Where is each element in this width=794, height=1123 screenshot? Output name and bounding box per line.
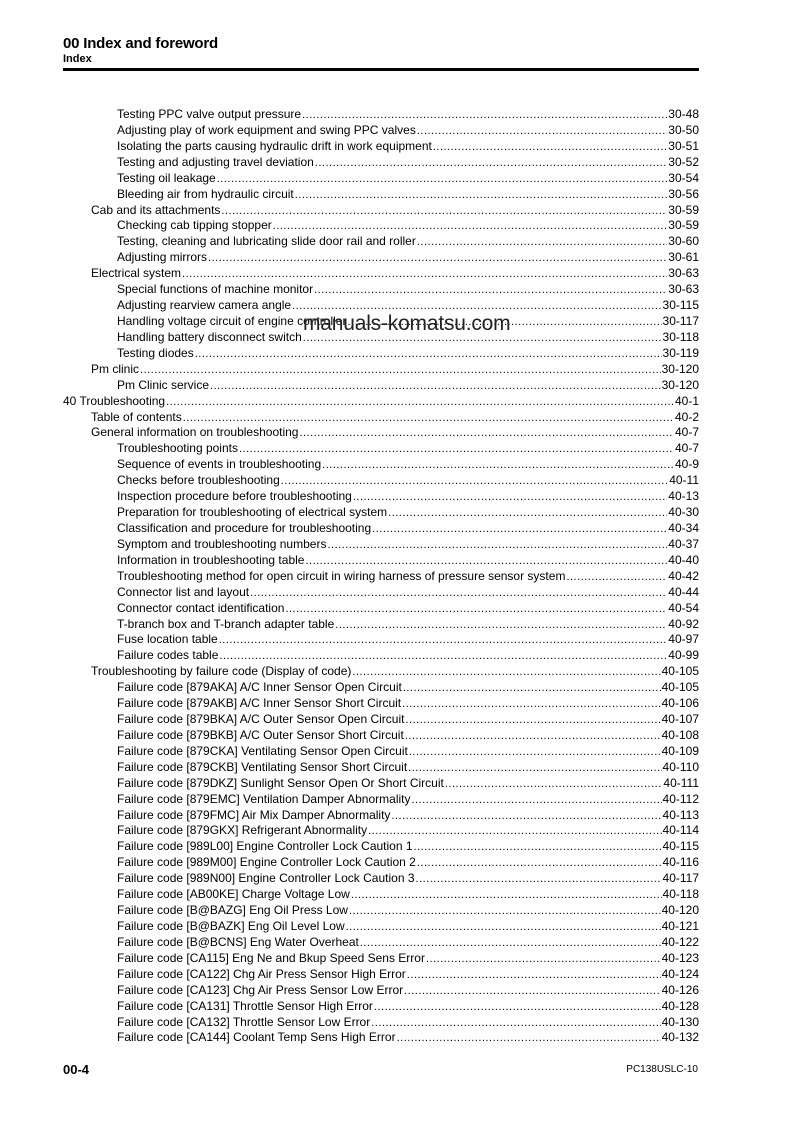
toc-entry-title: Failure code [CA115] Eng Ne and Bkup Speed Sens Error <box>117 950 425 965</box>
dot-leader <box>335 618 667 634</box>
dot-leader <box>217 172 668 188</box>
dot-leader <box>273 219 668 235</box>
toc-entry[interactable] <box>63 648 699 664</box>
toc-entry-title: Testing PPC valve output pressure <box>117 107 302 121</box>
toc-entry-page: 40-11 <box>669 473 699 488</box>
toc-entry-title: Table of contents <box>91 409 182 424</box>
toc-entry[interactable] <box>63 632 699 648</box>
toc-entry[interactable] <box>63 601 699 617</box>
toc-entry-title: Special functions of machine monitor <box>117 282 314 297</box>
dot-leader <box>416 872 662 888</box>
dot-leader <box>349 904 661 920</box>
dot-leader <box>305 554 667 570</box>
toc-entry[interactable] <box>63 792 699 808</box>
toc-entry-title: Connector contact identification <box>117 600 285 615</box>
toc-entry-title: Classification and procedure for troubleshooting <box>117 520 372 535</box>
toc-entry-title: Preparation for troubleshooting of electrical system <box>117 505 388 520</box>
dot-leader <box>183 411 674 427</box>
toc-entry-title: Adjusting play of work equipment and swing PPC valves <box>117 122 416 137</box>
dot-leader <box>285 602 667 618</box>
toc-entry-page: 40-92 <box>668 616 699 631</box>
toc-entry[interactable] <box>63 951 699 967</box>
toc-entry-title: Checks before troubleshooting <box>117 473 280 488</box>
toc-entry-title: Isolating the parts causing hydraulic drift in work equipment <box>117 138 432 153</box>
toc-entry-page: 30-51 <box>668 138 699 153</box>
toc-entry-title: Adjusting rearview camera angle <box>117 298 292 313</box>
toc-entry[interactable] <box>63 744 699 760</box>
toc-entry-title: Inspection procedure before troubleshooting <box>117 489 352 504</box>
dot-leader <box>371 1016 660 1032</box>
toc-entry-title: Sequence of events in troubleshooting <box>117 457 322 472</box>
toc-entry-title: Failure code [879AKA] A/C Inner Sensor Open Circuit <box>117 680 402 695</box>
toc-entry[interactable] <box>63 250 699 266</box>
toc-entry-page: 30-63 <box>668 266 699 281</box>
toc-entry-page: 40-107 <box>661 712 699 727</box>
toc-entry-page: 40-105 <box>661 664 699 679</box>
dot-leader <box>250 586 667 602</box>
toc-entry-page: 30-120 <box>661 361 699 376</box>
toc-entry-page: 40-126 <box>661 982 699 997</box>
dot-leader <box>391 809 661 825</box>
dot-leader <box>388 506 667 522</box>
toc-entry-page: 30-59 <box>668 218 699 233</box>
toc-entry[interactable] <box>63 218 699 234</box>
toc-entry-title: Troubleshooting method for open circuit in wiring harness of pressure sensor system <box>117 568 566 583</box>
toc-entry-page: 30-56 <box>668 186 699 201</box>
dot-leader <box>360 936 661 952</box>
toc-entry[interactable] <box>63 123 699 139</box>
dot-leader <box>327 538 667 554</box>
dot-leader <box>315 156 668 172</box>
dot-leader <box>299 426 674 442</box>
toc-entry-page: 40-2 <box>674 409 699 424</box>
toc-entry-page: 40-105 <box>661 680 699 695</box>
toc-entry-title: Failure code [CA122] Chg Air Press Sensor High Error <box>117 966 406 981</box>
toc-entry-page: 30-63 <box>668 282 699 297</box>
toc-entry[interactable] <box>63 999 699 1015</box>
toc-entry-title: Failure codes table <box>117 648 219 663</box>
dot-leader <box>409 745 661 761</box>
toc-entry[interactable] <box>63 378 699 394</box>
toc-entry-page: 40-113 <box>662 807 699 822</box>
toc-entry[interactable] <box>63 521 699 537</box>
toc-entry-page: 40-54 <box>668 600 699 615</box>
toc-entry-page: 40-132 <box>661 1030 699 1045</box>
toc-entry[interactable] <box>63 760 699 776</box>
toc-entry[interactable] <box>63 203 699 219</box>
toc-entry-page: 40-112 <box>662 791 699 806</box>
dot-leader <box>322 458 674 474</box>
toc-entry-page: 30-61 <box>668 250 699 265</box>
dot-leader <box>302 108 667 124</box>
toc-entry[interactable] <box>63 776 699 792</box>
toc-entry-page: 30-54 <box>668 170 699 185</box>
toc-entry-title: Failure code [989L00] Engine Controller Lock Caution 1 <box>117 839 413 854</box>
toc-entry-title: Failure code [CA123] Chg Air Press Sensor Low Error <box>117 982 404 997</box>
toc-entry-title: Failure code [879AKB] A/C Inner Sensor Short Circuit <box>117 696 402 711</box>
toc-entry[interactable] <box>63 537 699 553</box>
dot-leader <box>426 952 661 968</box>
toc-entry-page: 40-115 <box>662 839 699 854</box>
toc-entry[interactable] <box>63 346 699 362</box>
toc-entry[interactable] <box>63 903 699 919</box>
dot-leader <box>403 681 661 697</box>
dot-leader <box>417 124 667 140</box>
header-rule <box>63 68 699 71</box>
toc-entry[interactable] <box>63 441 699 457</box>
dot-leader <box>404 984 661 1000</box>
toc-entry[interactable] <box>63 712 699 728</box>
dot-leader <box>374 1000 661 1016</box>
toc-entry[interactable] <box>63 823 699 839</box>
dot-leader <box>351 888 662 904</box>
toc-entry-page: 30-52 <box>668 154 699 169</box>
toc-entry-title: Pm clinic <box>91 361 140 376</box>
dot-leader <box>417 856 662 872</box>
toc-entry-title: Testing diodes <box>117 345 194 360</box>
dot-leader <box>210 379 661 395</box>
toc-entry-title: Failure code [879CKA] Ventilating Sensor Open Circuit <box>117 743 408 758</box>
toc-entry[interactable] <box>63 473 699 489</box>
toc-entry-title: Information in troubleshooting table <box>117 552 305 567</box>
dot-leader <box>219 633 668 649</box>
toc-entry[interactable] <box>63 1015 699 1031</box>
toc-entry[interactable] <box>63 680 699 696</box>
toc-entry-page: 40-130 <box>661 1014 699 1029</box>
dot-leader <box>402 697 660 713</box>
dot-leader <box>295 188 668 204</box>
toc-entry[interactable] <box>63 187 699 203</box>
toc-entry[interactable] <box>63 983 699 999</box>
toc-entry-page: 40-97 <box>668 632 699 647</box>
toc-entry-title: Failure code [B@BAZK] Eng Oil Level Low <box>117 919 345 934</box>
dot-leader <box>407 968 661 984</box>
toc-entry-title: Troubleshooting points <box>117 441 238 456</box>
toc-entry-title: Testing oil leakage <box>117 170 216 185</box>
toc-entry-page: 40-110 <box>662 759 699 774</box>
toc-entry-title: T-branch box and T-branch adapter table <box>117 616 335 631</box>
toc-entry-title: Handling battery disconnect switch <box>117 329 302 344</box>
toc-entry[interactable] <box>63 234 699 250</box>
dot-leader <box>346 920 661 936</box>
toc-entry-page: 30-115 <box>662 298 699 313</box>
toc-entry[interactable] <box>63 266 699 282</box>
toc-entry[interactable] <box>63 171 699 187</box>
toc-entry-title: Failure code [879GKX] Refrigerant Abnormality <box>117 823 368 838</box>
dot-leader <box>281 474 668 490</box>
toc-entry-title: Failure code [879EMC] Ventilation Damper Abnormality <box>117 791 411 806</box>
toc-entry-title: Checking cab tipping stopper <box>117 218 272 233</box>
toc-entry[interactable] <box>63 410 699 426</box>
dot-leader <box>372 522 667 538</box>
dot-leader <box>239 442 674 458</box>
toc-entry-title: Failure code [AB00KE] Charge Voltage Low <box>117 887 350 902</box>
toc-entry-page: 40-111 <box>663 775 699 790</box>
toc-entry-title: Failure code [879BKA] A/C Outer Sensor Open Circuit <box>117 712 405 727</box>
toc-entry-page: 40-1 <box>674 393 699 408</box>
toc-entry-page: 40-118 <box>662 887 699 902</box>
watermark: manuals-komatsu.com <box>303 312 511 335</box>
toc-entry-title: Failure code [989N00] Engine Controller Lock Caution 3 <box>117 871 415 886</box>
toc-entry[interactable] <box>63 808 699 824</box>
toc-entry[interactable] <box>63 139 699 155</box>
dot-leader <box>182 267 667 283</box>
toc-entry-title: Troubleshooting by failure code (Display of code) <box>91 664 352 679</box>
toc-entry[interactable] <box>63 362 699 378</box>
toc-entry-title: Failure code [CA131] Throttle Sensor High Error <box>117 998 373 1013</box>
toc-entry-title: Failure code [879CKB] Ventilating Sensor Short Circuit <box>117 759 408 774</box>
toc-entry[interactable] <box>63 617 699 633</box>
toc-entry-page: 40-40 <box>668 552 699 567</box>
dot-leader <box>208 251 667 267</box>
dot-leader <box>166 395 674 411</box>
toc-entry[interactable] <box>63 696 699 712</box>
toc-entry[interactable] <box>63 839 699 855</box>
dot-leader <box>445 777 663 793</box>
toc-entry-page: 40-9 <box>674 457 699 472</box>
page-number: 00-4 <box>63 1062 90 1077</box>
table-of-contents <box>63 107 699 1046</box>
toc-entry[interactable] <box>63 585 699 601</box>
toc-entry[interactable] <box>63 107 699 123</box>
toc-entry-page: 40-109 <box>661 743 699 758</box>
toc-entry-title: Failure code [CA132] Throttle Sensor Low Error <box>117 1014 371 1029</box>
toc-entry[interactable] <box>63 887 699 903</box>
dot-leader <box>368 824 661 840</box>
toc-entry[interactable] <box>63 505 699 521</box>
toc-entry[interactable] <box>63 457 699 473</box>
toc-entry-title: Adjusting mirrors <box>117 250 208 265</box>
toc-entry[interactable] <box>63 489 699 505</box>
toc-entry[interactable] <box>63 155 699 171</box>
dot-leader <box>219 649 667 665</box>
toc-entry-page: 40-106 <box>661 696 699 711</box>
toc-entry-title: Failure code [989M00] Engine Controller Lock Caution 2 <box>117 855 416 870</box>
toc-entry-title: Cab and its attachments <box>91 202 221 217</box>
toc-entry-page: 40-34 <box>668 520 699 535</box>
toc-entry-page: 40-121 <box>661 919 699 934</box>
dot-leader <box>566 570 667 586</box>
toc-entry-page: 40-7 <box>674 441 699 456</box>
dot-leader <box>414 840 662 856</box>
toc-entry-title: Electrical system <box>91 266 182 281</box>
toc-entry-page: 40-124 <box>661 966 699 981</box>
toc-entry-page: 30-48 <box>668 107 699 121</box>
toc-entry-page: 30-120 <box>661 377 699 392</box>
toc-entry-page: 30-60 <box>668 234 699 249</box>
chapter-title: 00 Index and foreword <box>63 35 218 52</box>
toc-entry-title: Failure code [CA144] Coolant Temp Sens High Error <box>117 1030 396 1045</box>
dot-leader <box>433 140 667 156</box>
toc-entry-page: 30-117 <box>662 313 699 328</box>
toc-entry-page: 30-50 <box>668 122 699 137</box>
toc-entry-page: 40-42 <box>668 568 699 583</box>
toc-entry[interactable] <box>63 569 699 585</box>
toc-entry-title: Failure code [879DKZ] Sunlight Sensor Open Or Short Circuit <box>117 775 444 790</box>
toc-entry[interactable] <box>63 728 699 744</box>
dot-leader <box>221 204 667 220</box>
toc-entry-page: 40-30 <box>668 505 699 520</box>
toc-entry-title: Fuse location table <box>117 632 218 647</box>
toc-entry-title: Symptom and troubleshooting numbers <box>117 536 327 551</box>
toc-entry[interactable] <box>63 855 699 871</box>
toc-entry-title: Connector list and layout <box>117 584 250 599</box>
toc-entry-page: 40-117 <box>662 871 699 886</box>
toc-entry-page: 40-116 <box>662 855 699 870</box>
toc-entry-page: 40-44 <box>668 584 699 599</box>
toc-entry-title: Failure code [B@BAZG] Eng Oil Press Low <box>117 903 348 918</box>
toc-entry-page: 40-7 <box>674 425 699 440</box>
toc-entry-page: 40-120 <box>661 903 699 918</box>
dot-leader <box>417 235 667 251</box>
dot-leader <box>352 665 660 681</box>
toc-entry-title: Testing, cleaning and lubricating slide door rail and roller <box>117 234 416 249</box>
toc-entry-title: Failure code [B@BCNS] Eng Water Overheat <box>117 934 359 949</box>
dot-leader <box>405 713 660 729</box>
dot-leader <box>408 761 661 777</box>
toc-entry[interactable] <box>63 425 699 441</box>
toc-entry[interactable] <box>63 919 699 935</box>
toc-entry-page: 40-108 <box>661 727 699 742</box>
toc-entry-page: 40-13 <box>668 489 699 504</box>
toc-entry-title: 40 Troubleshooting <box>63 393 166 408</box>
toc-entry-page: 40-122 <box>661 934 699 949</box>
toc-entry-page: 40-114 <box>662 823 699 838</box>
toc-entry-title: Pm Clinic service <box>117 377 210 392</box>
toc-entry-title: Testing and adjusting travel deviation <box>117 154 314 169</box>
toc-entry-title: Handling voltage circuit of engine controller <box>117 313 347 328</box>
toc-entry[interactable] <box>63 967 699 983</box>
toc-entry-title: Bleeding air from hydraulic circuit <box>117 186 294 201</box>
toc-entry-page: 40-123 <box>661 950 699 965</box>
toc-entry[interactable] <box>63 394 699 410</box>
toc-entry-page: 40-37 <box>668 536 699 551</box>
toc-entry[interactable] <box>63 664 699 680</box>
toc-entry-page: 30-118 <box>662 329 699 344</box>
toc-entry[interactable] <box>63 282 699 298</box>
toc-entry-title: Failure code [879BKB] A/C Outer Sensor Short Circuit <box>117 727 404 742</box>
toc-entry[interactable] <box>63 935 699 951</box>
toc-entry-page: 40-99 <box>668 648 699 663</box>
toc-entry-page: 30-119 <box>662 345 699 360</box>
dot-leader <box>353 490 667 506</box>
dot-leader <box>314 283 667 299</box>
section-subtitle: Index <box>63 53 92 65</box>
toc-entry[interactable] <box>63 871 699 887</box>
toc-entry-title: Failure code [879FMC] Air Mix Damper Abnormality <box>117 807 391 822</box>
toc-entry[interactable] <box>63 1030 699 1046</box>
dot-leader <box>411 793 661 809</box>
dot-leader <box>397 1031 661 1047</box>
toc-entry[interactable] <box>63 553 699 569</box>
dot-leader <box>140 363 661 379</box>
dot-leader <box>405 729 661 745</box>
model-code: PC138USLC-10 <box>626 1064 698 1075</box>
dot-leader <box>195 347 662 363</box>
toc-entry-title: General information on troubleshooting <box>91 425 299 440</box>
toc-entry-page: 30-59 <box>668 202 699 217</box>
toc-entry-page: 40-128 <box>661 998 699 1013</box>
